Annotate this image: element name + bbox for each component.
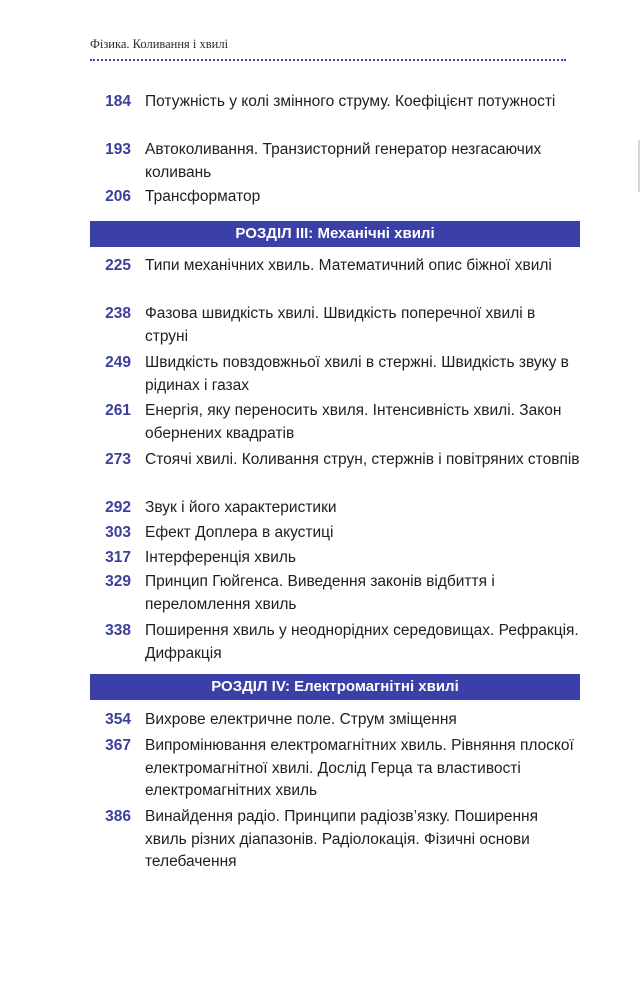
entry-title: Автоколивання. Транзисторний генератор незгасаючих коливань <box>145 141 542 181</box>
toc-group-1 <box>90 91 580 212</box>
toc-entry[interactable] <box>90 449 580 497</box>
toc-entry[interactable] <box>90 186 580 212</box>
toc-entry[interactable] <box>90 303 580 352</box>
toc-entry[interactable] <box>90 255 580 303</box>
page-number: 292 <box>105 499 131 516</box>
running-head: Фізика. Коливання і хвилі <box>90 37 229 51</box>
entry-title: Інтерференція хвиль <box>145 549 296 566</box>
section-heading-3: РОЗДІЛ ІІІ: Механічні хвилі <box>90 221 580 247</box>
toc-entry[interactable] <box>90 806 580 876</box>
page-number: 193 <box>105 141 131 158</box>
page-number: 261 <box>105 402 131 419</box>
toc-entry[interactable] <box>90 91 580 139</box>
toc-entry[interactable] <box>90 352 580 400</box>
toc-group-2 <box>90 255 580 668</box>
entry-title: Принцип Гюйгенса. Виведення законів відбиття і переломлення хвиль <box>145 573 495 613</box>
toc-entry[interactable] <box>90 400 580 449</box>
page-number: 206 <box>105 188 131 205</box>
page-number: 317 <box>105 549 131 566</box>
entry-title: Ефект Доплера в акустиці <box>145 524 334 541</box>
entry-title: Фазова швидкість хвилі. Швидкість поперечної хвилі в струні <box>145 305 536 345</box>
section-heading-4: РОЗДІЛ IV: Електромагнітні хвилі <box>90 674 580 700</box>
page-number: 338 <box>105 622 131 639</box>
toc-group-3 <box>90 709 580 876</box>
toc-entry[interactable] <box>90 735 580 806</box>
toc-entry[interactable] <box>90 497 580 522</box>
entry-title: Поширення хвиль у неоднорідних середовищах. Рефракція. Дифракція <box>145 622 579 662</box>
page-number: 184 <box>105 93 131 110</box>
page-number: 273 <box>105 451 131 468</box>
entry-title: Звук і його характеристики <box>145 499 337 516</box>
entry-title: Потужність у колі змінного струму. Коефіцієнт потужності <box>145 93 556 110</box>
page-number: 329 <box>105 573 131 590</box>
entry-title: Випромінювання електромагнітних хвиль. Рівняння плоскої електромагнітної хвилі. Дослід Герца та властивості електромагнітних хвиль <box>145 737 574 799</box>
page-number: 225 <box>105 257 131 274</box>
toc-entry[interactable] <box>90 522 580 547</box>
entry-title: Типи механічних хвиль. Математичний опис біжної хвилі <box>145 257 552 274</box>
toc-entry[interactable] <box>90 139 580 186</box>
entry-title: Винайдення радіо. Принципи радіозв’язку. Поширення хвиль різних діапазонів. Радіолокація. Фізичні основи телебачення <box>145 808 538 870</box>
page-number: 354 <box>105 711 131 728</box>
dotted-divider <box>90 59 566 61</box>
page-number: 238 <box>105 305 131 322</box>
entry-title: Швидкість повздовжньої хвилі в стержні. Швидкість звуку в рідинах і газах <box>145 354 569 394</box>
page-number: 386 <box>105 808 131 825</box>
toc-entry[interactable] <box>90 709 580 735</box>
entry-title: Трансформатор <box>145 188 261 205</box>
page-number: 303 <box>105 524 131 541</box>
toc-entry[interactable] <box>90 620 580 668</box>
toc-entry[interactable] <box>90 571 580 620</box>
page-number: 367 <box>105 737 131 754</box>
page-number: 249 <box>105 354 131 371</box>
entry-title: Енергія, яку переносить хвиля. Інтенсивність хвилі. Закон обернених квадратів <box>145 402 562 442</box>
toc-entry[interactable] <box>90 547 580 571</box>
entry-title: Вихрове електричне поле. Струм зміщення <box>145 711 457 728</box>
entry-title: Стоячі хвилі. Коливання струн, стержнів і повітряних стовпів <box>145 451 580 468</box>
